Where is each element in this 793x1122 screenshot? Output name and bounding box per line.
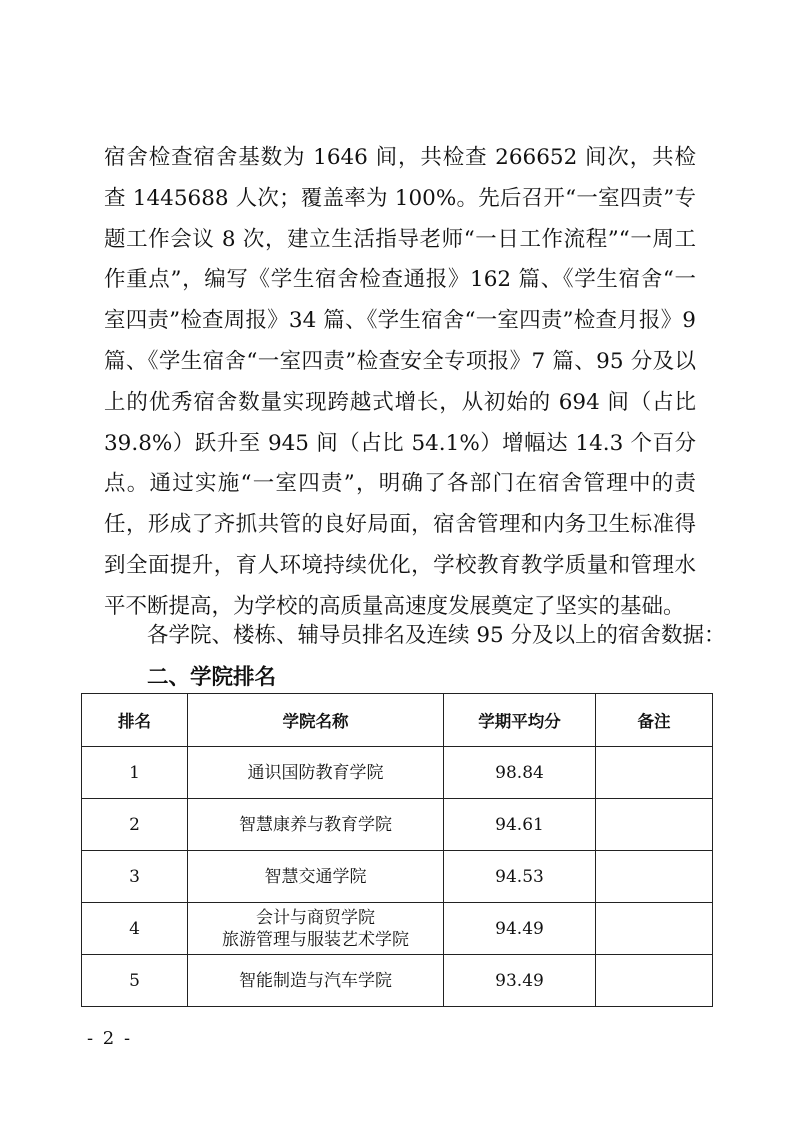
college-name: 通识国防教育学院 xyxy=(247,762,384,783)
college-cell xyxy=(188,747,444,799)
table-row xyxy=(82,747,713,799)
header-rank: 排名 xyxy=(82,694,188,747)
table-header-row xyxy=(82,694,713,747)
table-row xyxy=(82,955,713,1007)
college-ranking-table xyxy=(81,693,713,1007)
rank-cell: 4 xyxy=(82,903,188,955)
note-cell xyxy=(596,747,713,799)
rank-cell: 3 xyxy=(82,851,188,903)
college-cell xyxy=(188,851,444,903)
note-cell xyxy=(596,799,713,851)
header-college-name: 学院名称 xyxy=(188,694,444,747)
intro-line: 各学院、楼栋、辅导员排名及连续 95 分及以上的宿舍数据： xyxy=(147,623,726,648)
score-cell: 94.61 xyxy=(444,799,596,851)
college-name: 智能制造与汽车学院 xyxy=(239,970,392,991)
header-note: 备注 xyxy=(596,694,713,747)
college-cell xyxy=(188,799,444,851)
rank-cell: 2 xyxy=(82,799,188,851)
college-cell xyxy=(188,903,444,955)
college-name: 智慧交通学院 xyxy=(264,866,367,887)
rank-cell: 5 xyxy=(82,955,188,1007)
page-number: - 2 - xyxy=(87,1028,133,1049)
note-cell xyxy=(596,903,713,955)
note-cell xyxy=(596,955,713,1007)
score-cell: 98.84 xyxy=(444,747,596,799)
college-name: 会计与商贸学院 xyxy=(256,907,375,928)
score-cell: 93.49 xyxy=(444,955,596,1007)
note-cell xyxy=(596,851,713,903)
college-name: 智慧康养与教育学院 xyxy=(239,814,392,835)
section-heading: 二、学院排名 xyxy=(147,665,277,690)
score-cell: 94.49 xyxy=(444,903,596,955)
table-row xyxy=(82,851,713,903)
body-paragraph: 宿舍检查宿舍基数为 1646 间，共检查 266652 间次，共检查 1445688 人次；覆盖率为 100%。先后召开“一室四责”专题工作会议 8 次，建立生活指导老师“一日工作流程”“一周工作重点”，编写《学生宿舍检查通报》162 篇、《学生宿舍“一室四责”检查周报》34 篇、《学生宿舍“一室四责”检查月报》9 篇、《学生宿舍“一室四责”检查安全专项报》7 篇、95 分及以上的优秀宿舍数量实现跨越式增长，从初始的 694 间（占比 39.8%）跃升至 945 间（占比 54.1%）增幅达 14.3 个百分点。通过实施“一室四责”，明确了各部门在宿舍管理中的责任，形成了齐抓共管的良好局面，宿舍管理和内务卫生标准得到全面提升，育人环境持续优化，学校教育教学质量和管理水平不断提高，为学校的高质量高速度发展奠定了坚实的基础。 xyxy=(104,145,696,619)
header-average-score: 学期平均分 xyxy=(444,694,596,747)
table-row xyxy=(82,903,713,955)
table-row xyxy=(82,799,713,851)
college-name: 旅游管理与服装艺术学院 xyxy=(222,929,409,950)
score-cell: 94.53 xyxy=(444,851,596,903)
rank-cell: 1 xyxy=(82,747,188,799)
college-cell xyxy=(188,955,444,1007)
